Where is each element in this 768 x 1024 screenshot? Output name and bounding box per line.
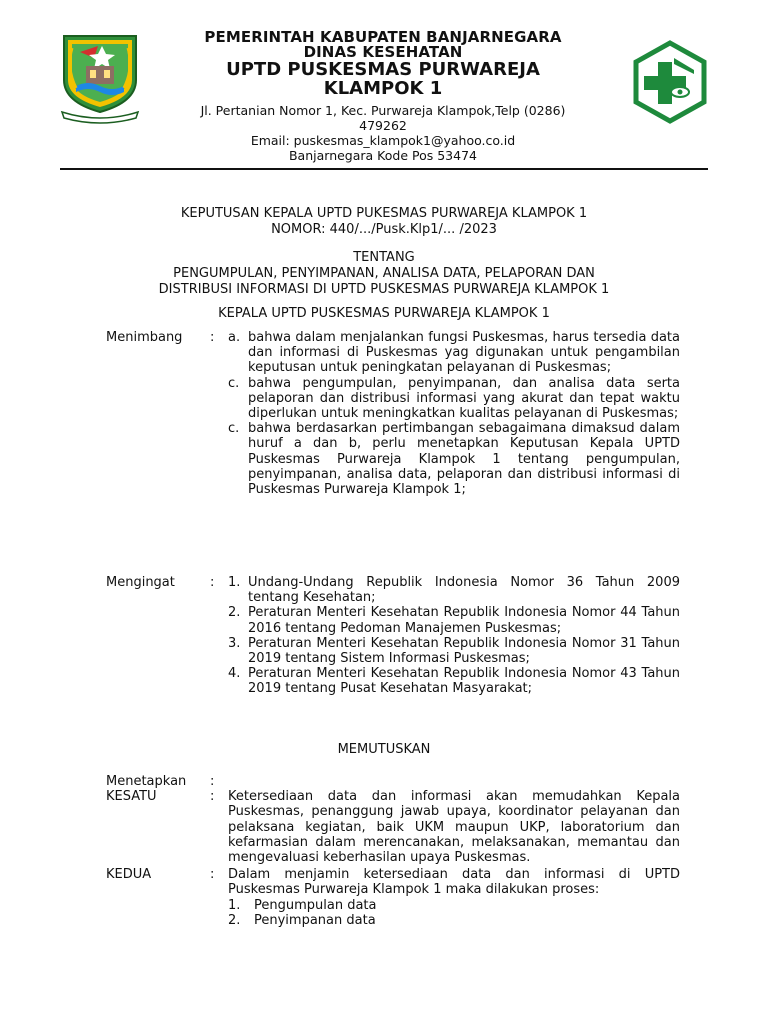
second-article-label: KEDUA [106,867,152,883]
recalling-section [106,575,680,697]
recalling-list [228,575,680,697]
puskesmas-logo-icon [628,40,712,124]
list-text: bahwa pengumpulan, penyimpanan, dan analisa data serta pelaporan dan distribusi informasi yang akurat dan tepat waktu diperlukan untuk meningkatkan kualitas pelayanan di Puskesmas; [248,375,680,422]
list-text: Peraturan Menteri Kesehatan Republik Indonesia Nomor 44 Tahun 2016 tentang Pedoman Manajemen Puskesmas; [248,605,680,636]
decree-heading: KEPUTUSAN KEPALA UPTD PUKESMAS PURWAREJA KLAMPOK 1 [180,206,588,221]
about-label: TENTANG [353,250,415,265]
address-phone-line: 479262 [359,118,407,133]
second-article-content [228,867,680,928]
list-item [228,330,680,376]
subject-line-1: PENGUMPULAN, PENYIMPANAN, ANALISA DATA, PELAPORAN DAN [173,266,595,281]
list-item [228,898,680,913]
list-item [228,666,680,696]
first-article-label: KESATU [106,789,157,805]
list-marker: c. [228,421,240,437]
list-item [228,376,680,422]
decides-heading: MEMUTUSKAN [337,742,431,757]
list-marker: 1. [228,575,241,590]
institution-name-line2: KLAMPOK 1 [323,78,443,99]
list-marker: 3. [228,635,241,651]
decree-subject [60,250,708,298]
stipulating-row [106,774,680,789]
list-text: Peraturan Menteri Kesehatan Republik Indonesia Nomor 31 Tahun 2019 tentang Sistem Informasi Puskesmas; [248,635,680,667]
colon: : [210,789,215,805]
colon: : [210,330,215,345]
list-item [228,421,680,497]
address-line: Jl. Pertanian Nomor 1, Kec. Purwareja Klampok,Telp (0286) [200,103,566,118]
considering-list [228,330,680,497]
first-article-row [106,789,680,865]
process-list [228,898,680,928]
banjarnegara-coat-of-arms-icon [58,28,142,126]
colon: : [210,575,215,590]
address-block [150,103,616,163]
list-item [228,605,680,635]
list-marker: 2. [228,912,241,928]
decree-title [60,206,708,238]
agency-name: DINAS KESEHATAN [303,43,463,61]
considering-section [106,330,680,497]
list-text: Undang-Undang Republik Indonesia Nomor 36 Tahun 2009 tentang Kesehatan; [248,575,680,606]
second-article-text: Dalam menjamin ketersediaan data dan informasi di UPTD Puskesmas Purwareja Klampok 1 maka dilakukan proses: [228,867,680,898]
issuer-title: KEPALA UPTD PUSKESMAS PURWAREJA KLAMPOK 1 [218,306,550,321]
considering-label: Menimbang [106,330,183,345]
email-line: Email: puskesmas_klampok1@yahoo.co.id [250,133,516,148]
list-text: bahwa berdasarkan pertimbangan sebagaimana dimaksud dalam huruf a dan b, perlu menetapkan Keputusan Kepala UPTD Puskesmas Purwareja Klampok 1 tentang pengumpulan, penyimpanan, analisa data, pelaporan dan distribusi informasi di Puskesmas Purwareja Klampok 1; [248,421,680,498]
letterhead-divider [60,168,708,170]
stipulating-label: Menetapkan [106,774,187,789]
government-name: PEMERINTAH KABUPATEN BANJARNEGARA [204,28,562,46]
list-text: Pengumpulan data [254,897,377,913]
decree-number: NOMOR: 440/.../Pusk.Klp1/... /2023 [271,222,497,237]
colon: : [210,867,215,883]
institution-name: UPTD PUSKESMAS PURWAREJA [226,59,540,80]
list-marker: 1. [228,897,241,913]
list-marker: 4. [228,666,241,682]
list-marker: 2. [228,605,241,621]
list-marker: a. [228,330,241,345]
letterhead [150,30,616,163]
second-article-row [106,867,680,928]
list-text: bahwa dalam menjalankan fungsi Puskesmas, harus tersedia data dan informasi di Puskesmas yag digunakan untuk pengambilan keputusan untuk peningkatan pelayanan di Puskesmas; [248,330,680,376]
list-item [228,636,680,666]
list-text: Peraturan Menteri Kesehatan Republik Indonesia Nomor 43 Tahun 2019 tentang Pusat Kesehatan Masyarakat; [248,666,680,697]
colon: : [210,774,215,789]
list-marker: c. [228,375,240,391]
stipulating-section [106,774,680,928]
list-text: Penyimpanan data [254,912,376,928]
city-line: Banjarnegara Kode Pos 53474 [288,148,477,163]
list-item [228,913,680,928]
list-item [228,575,680,605]
subject-line-2: DISTRIBUSI INFORMASI DI UPTD PUSKESMAS PURWAREJA KLAMPOK 1 [158,282,610,297]
first-article-text: Ketersediaan data dan informasi akan memudahkan Kepala Puskesmas, penanggung jawab upaya, koordinator pelayanan dan pelaksana kegiatan, baik UKM maupun UKP, laboratorium dan kefarmasian dalam merencanakan, melaksanakan, memantau dan mengevaluasi keberhasilan upaya Puskesmas. [228,789,680,866]
recalling-label: Mengingat [106,575,175,590]
